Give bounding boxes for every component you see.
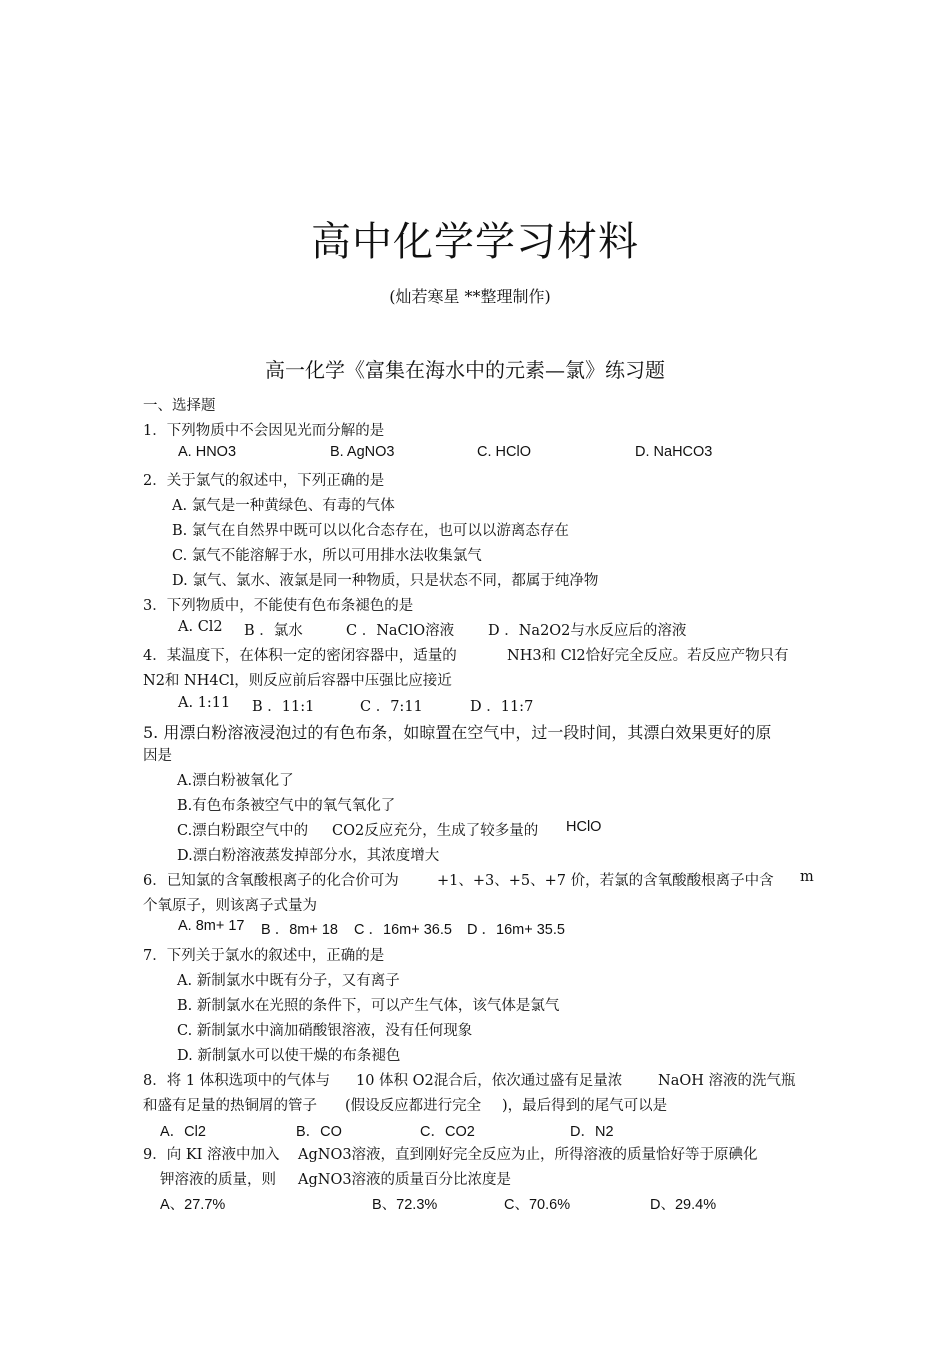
q1-option-d: D. NaHCO3: [635, 444, 713, 460]
q7-option-c: C. 新制氯水中滴加硝酸银溶液，没有任何现象: [177, 1023, 473, 1039]
q5-option-b: B.有色布条被空气中的氧气氧化了: [177, 798, 396, 814]
q4-stem-line1-cont: NH3和 Cl2恰好完全反应。若反应产物只有: [507, 648, 789, 664]
q9-option-d: D、29.4%: [650, 1197, 717, 1213]
q4-stem-line1: 4．某温度下，在体积一定的密闭容器中，适量的: [143, 648, 457, 664]
q5-stem-line2: 因是: [143, 748, 172, 764]
q4-option-c: C ．7:11: [360, 699, 423, 715]
q2-option-d: D. 氯气、氯水、液氯是同一种物质，只是状态不同，都属于纯净物: [172, 573, 599, 589]
section-heading: 一、选择题: [143, 398, 216, 414]
q2-stem: 2．关于氯气的叙述中，下列正确的是: [143, 473, 385, 489]
q8-stem-line1-end: NaOH 溶液的洗气瓶: [658, 1073, 796, 1089]
q2-option-a: A. 氯气是一种黄绿色、有毒的气体: [172, 498, 395, 514]
q3-stem: 3．下列物质中，不能使有色布条褪色的是: [143, 598, 414, 614]
q9-option-b: B、72.3%: [372, 1197, 438, 1213]
q8-stem-line1-cont: 10 体积 O2混合后，依次通过盛有足量浓: [356, 1073, 623, 1089]
q9-stem-line2: 钾溶液的质量，则: [160, 1172, 276, 1188]
document-title: 高中化学学习材料: [311, 219, 639, 265]
q5-option-c-cont: CO2反应充分，生成了较多量的: [332, 823, 539, 839]
q7-option-a: A. 新制氯水中既有分子，又有离子: [177, 973, 400, 989]
q9-stem-line1: 9．向 KI 溶液中加入: [143, 1147, 280, 1163]
q6-option-c: C ．16m+ 36.5: [354, 922, 452, 938]
q8-stem-line2-end: )，最后得到的尾气可以是: [502, 1098, 668, 1114]
q6-option-d: D ．16m+ 35.5: [467, 922, 565, 938]
q7-option-b: B. 新制氯水在光照的条件下，可以产生气体，该气体是氯气: [177, 998, 560, 1014]
q4-stem-line2: N2和 NH4Cl，则反应前后容器中压强比应接近: [143, 673, 452, 689]
q2-option-b: B. 氯气在自然界中既可以以化合态存在，也可以以游离态存在: [172, 523, 569, 539]
q5-option-c-end: HClO: [566, 819, 602, 835]
q9-option-a: A、27.7%: [160, 1197, 226, 1213]
q8-option-c: C．CO2: [420, 1124, 475, 1140]
q5-option-a: A.漂白粉被氧化了: [177, 773, 294, 789]
document-subtitle: (灿若寒星 **整理制作): [389, 287, 551, 306]
q5-option-d: D.漂白粉溶液蒸发掉部分水，其浓度增大: [177, 848, 440, 864]
q6-stem-line1: 6．已知氯的含氧酸根离子的化合价可为: [143, 873, 399, 889]
q7-option-d: D. 新制氯水可以使干燥的布条褪色: [177, 1048, 401, 1064]
q6-stem-line2: 个氧原子，则该离子式量为: [143, 898, 317, 914]
q9-stem-line2-cont: AgNO3溶液的质量百分比浓度是: [298, 1172, 512, 1188]
q3-option-d: D ．Na2O2与水反应后的溶液: [488, 623, 687, 639]
q3-option-c: C ．NaClO溶液: [346, 623, 455, 639]
q7-stem: 7．下列关于氯水的叙述中，正确的是: [143, 948, 385, 964]
q8-stem-line2: 和盛有足量的热铜屑的管子: [143, 1098, 317, 1114]
q6-stem-line1-end: m: [800, 869, 814, 885]
q1-option-c: C. HClO: [477, 444, 531, 460]
q1-option-b: B. AgNO3: [330, 444, 395, 460]
q9-stem-line1-cont: AgNO3溶液，直到刚好完全反应为止，所得溶液的质量恰好等于原碘化: [298, 1147, 758, 1163]
q3-option-b: B ．氯水: [244, 623, 303, 639]
q8-stem-line1: 8．将 1 体积选项中的气体与: [143, 1073, 331, 1089]
q5-option-c: C.漂白粉跟空气中的: [177, 823, 309, 839]
q6-stem-line1-cont: +1、+3、+5、+7 价，若氯的含氧酸酸根离子中含: [437, 873, 774, 889]
q1-stem: 1．下列物质中不会因见光而分解的是: [143, 423, 385, 439]
q8-option-b: B．CO: [296, 1124, 342, 1140]
exam-title: 高一化学《富集在海水中的元素—氯》练习题: [265, 358, 665, 382]
q1-option-a: A. HNO3: [178, 444, 237, 460]
q6-option-a: A. 8m+ 17: [178, 918, 245, 934]
q4-option-b: B ．11:1: [252, 699, 315, 715]
q8-option-d: D．N2: [570, 1124, 614, 1140]
q6-option-b: B ．8m+ 18: [261, 922, 338, 938]
q2-option-c: C. 氯气不能溶解于水，所以可用排水法收集氯气: [172, 548, 482, 564]
q5-stem-line1: 5. 用漂白粉溶液浸泡过的有色布条，如晾置在空气中，过一段时间，其漂白效果更好的原: [143, 723, 772, 742]
q9-option-c: C、70.6%: [504, 1197, 571, 1213]
q4-option-a: A. 1:11: [178, 695, 231, 711]
q8-option-a: A．Cl2: [160, 1124, 206, 1140]
q8-stem-line2-cont: (假设反应都进行完全: [345, 1098, 482, 1114]
q4-option-d: D ．11:7: [470, 699, 534, 715]
q3-option-a: A. Cl2: [178, 619, 223, 635]
